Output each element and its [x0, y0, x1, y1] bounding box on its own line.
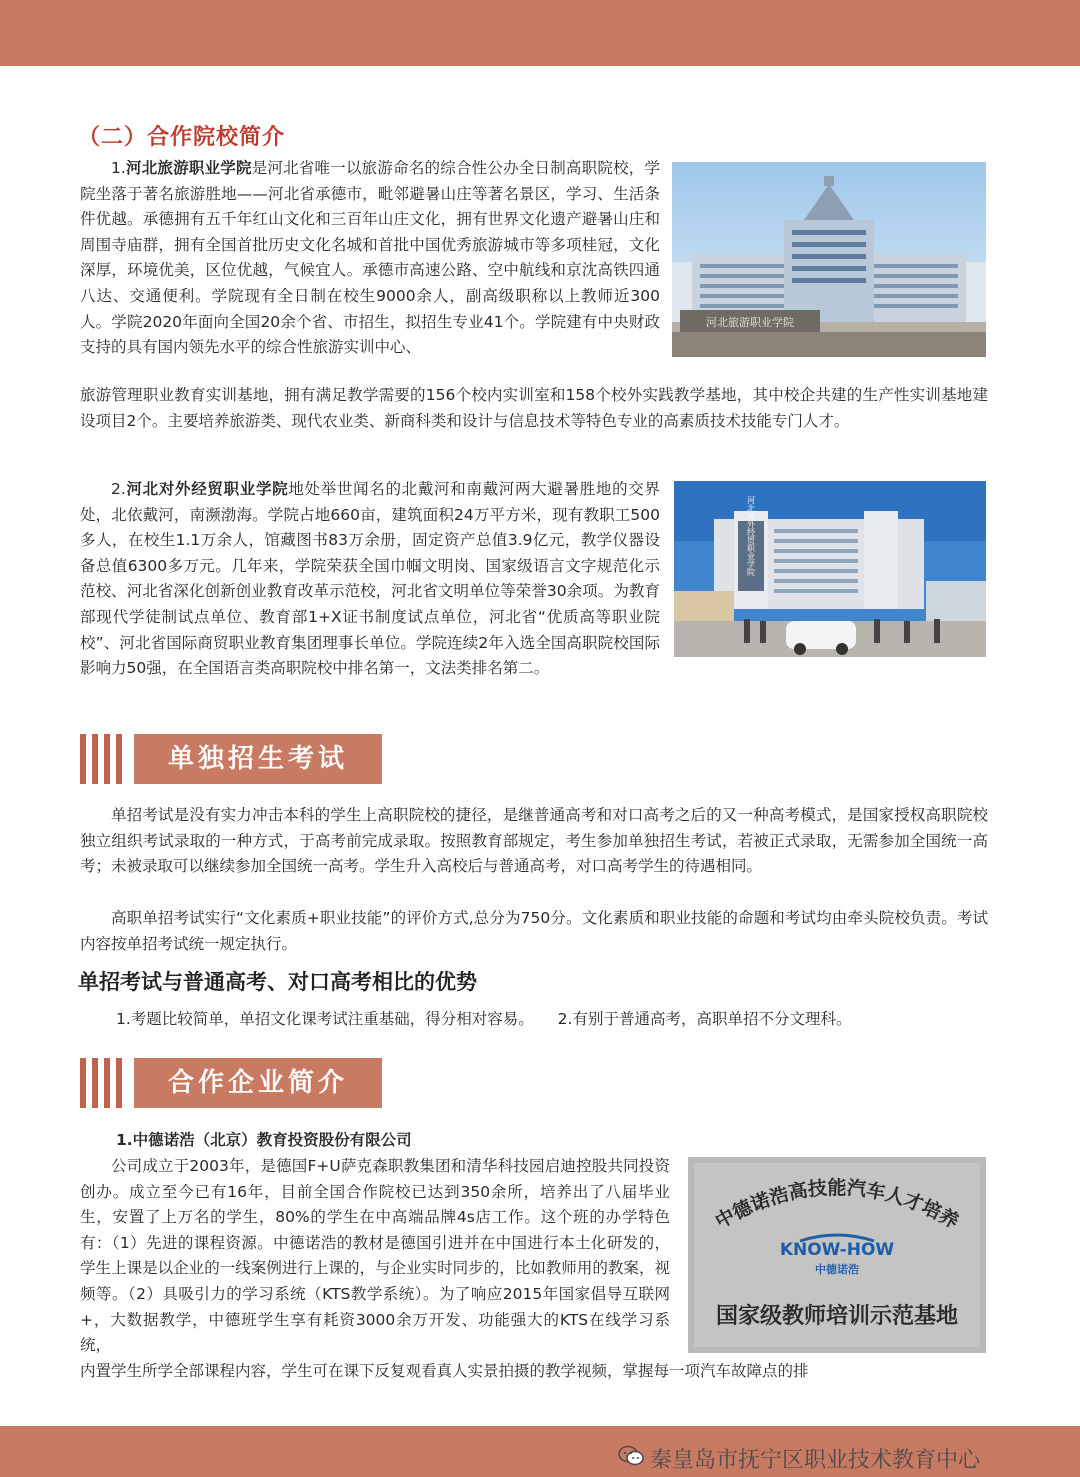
company-banner-label: 合作企业简介	[134, 1058, 382, 1108]
advantage-title: 单招考试与普通高考、对口高考相比的优势	[78, 969, 477, 994]
school1-text: 是河北省唯一以旅游命名的综合性公办全日制高职院校，学院坐落于著名旅游胜地——河北省承德市，毗邻避暑山庄等著名景区，学习、生活条件优越。承德拥有五千年红山文化和三百年山庄文化，拥有世界文化遗产避暑山庄和周围寺庙群，拥有全国首批历史文化名城和首批中国优秀旅游城市等多项桂冠，文化深厚，环境优美，区位优越，气候宜人。承德市高速公路、空中航线和京沈高铁四通八达、交通便利。学院现有全日制在校生9000余人，副高级职称以上教师近300人。学院2020年面向全国20余个省、市招生，拟招生专业41个。学院建有中央财政支持的具有国内领先水平的综合性旅游实训中心、	[80, 159, 660, 357]
school1-prefix: 1.	[111, 159, 126, 177]
company-plaque	[688, 1157, 986, 1353]
advantage-item-2: 2.有别于普通高考，高职单招不分文理科。	[557, 1010, 852, 1028]
plaque-base-text: 国家级教师培训示范基地	[715, 1304, 959, 1329]
exam-banner-label: 单独招生考试	[134, 734, 382, 784]
school1-building-image	[672, 162, 986, 357]
top-band	[0, 0, 1080, 66]
school2-building-image	[674, 481, 986, 657]
school2-photo-sign: 河北对外经贸职业学院	[746, 496, 756, 576]
company-paragraph: 公司成立于2003年，是德国F+U萨克森职教集团和清华科技园启迪控股共同投资创办。成立至今已有16年，目前全国合作院校已达到350余所，培养出了八届毕业生，安置了上万名的学生，80%的学生在中高端品牌4s店工作。这个班的办学特色有：（1）先进的课程资源。中德诺浩的教材是德国引进并在中国进行本土化研发的，学生上课是以企业的一线案例进行上课的，与企业实时同步的，比如教师用的教案，视频等。（2）具吸引力的学习系统（KTS教学系统）。为了响应2015年国家倡导互联网+，大数据教学，中德班学生享有耗资3000余万开发、功能强大的KTS在线学习系统，	[80, 1157, 670, 1355]
plaque-logo-cn: 中德诺浩	[815, 1263, 859, 1276]
watermark-label: 秦皇岛市抚宁区职业技术教育中心	[650, 1448, 981, 1473]
school1-photo	[672, 162, 986, 357]
banner-stripes	[80, 734, 126, 784]
watermark-text	[650, 1443, 980, 1474]
school1-paragraph	[80, 156, 660, 361]
school2-prefix: 2.	[111, 480, 126, 498]
company-paragraph-continued: 内置学生所学全部课程内容，学生可在课下反复观看真人实景拍摄的教学视频，掌握每一项汽车故障点的排	[80, 1362, 809, 1380]
advantage-list	[116, 1007, 996, 1033]
school1-photo-sign: 河北旅游职业学院	[706, 316, 794, 329]
wechat-icon	[618, 1445, 644, 1467]
school2-photo	[674, 481, 986, 657]
banner-stripes	[80, 1058, 126, 1108]
advantage-item-1: 1.考题比较简单，单招文化课考试注重基础，得分相对容易。	[116, 1010, 534, 1028]
school1-name: 河北旅游职业学院	[125, 159, 252, 177]
exam-paragraph-1: 单招考试是没有实力冲击本科的学生上高职院校的捷径，是继普通高考和对口高考之后的又一种高考模式，是国家授权高职院校独立组织考试录取的一种方式，于高考前完成录取。按照教育部规定，考生参加单独招生考试，若被正式录取，无需参加全国统一高考；未被录取可以继续参加全国统一高考。学生升入高校后与普通高考，对口高考学生的待遇相同。	[80, 806, 988, 876]
exam-paragraph-2: 高职单招考试实行“文化素质+职业技能”的评价方式,总分为750分。文化素质和职业技能的命题和考试均由牵头院校负责。考试内容按单招考试统一规定执行。	[80, 909, 988, 953]
school2-paragraph	[80, 477, 660, 682]
plaque-logo: KNOW-HOW	[779, 1240, 895, 1260]
company-title: 1.中德诺浩（北京）教育投资股份有限公司	[116, 1131, 412, 1149]
section-title: （二）合作院校简介	[78, 125, 286, 150]
school2-text: 地处举世闻名的北戴河和南戴河两大避暑胜地的交界处，北依戴河，南濒渤海。学院占地660亩，建筑面积24万平方米，现有教职工500多人，在校生1.1万余人，馆藏图书83万余册，固定资产总值3.9亿元，教学仪器设备总值6300多万元。几年来，学院荣获全国巾帼文明岗、国家级语言文字规范化示范校、河北省深化创新创业教育改革示范校，河北省文明单位等荣誉30余项。为教育部现代学徒制试点单位、教育部1+X证书制度试点单位，河北省“优质高等职业院校”、河北省国际商贸职业教育集团理事长单位。学院连续2年入选全国高职院校国际影响力50强，在全国语言类高职院校中排名第一，文法类排名第二。	[80, 480, 660, 678]
plaque-arc-text: 中德诺浩高技能汽车人才培养	[711, 1177, 963, 1234]
school1-paragraph-continued: 旅游管理职业教育实训基地，拥有满足教学需要的156个校内实训室和158个校外实践教学基地，其中校企共建的生产性实训基地建设项目2个。主要培养旅游类、现代农业类、新商科类和设计与信息技术等特色专业的高素质技术技能专门人才。	[80, 386, 988, 430]
plaque-image	[688, 1157, 986, 1353]
school2-name: 河北对外经贸职业学院	[125, 480, 289, 498]
